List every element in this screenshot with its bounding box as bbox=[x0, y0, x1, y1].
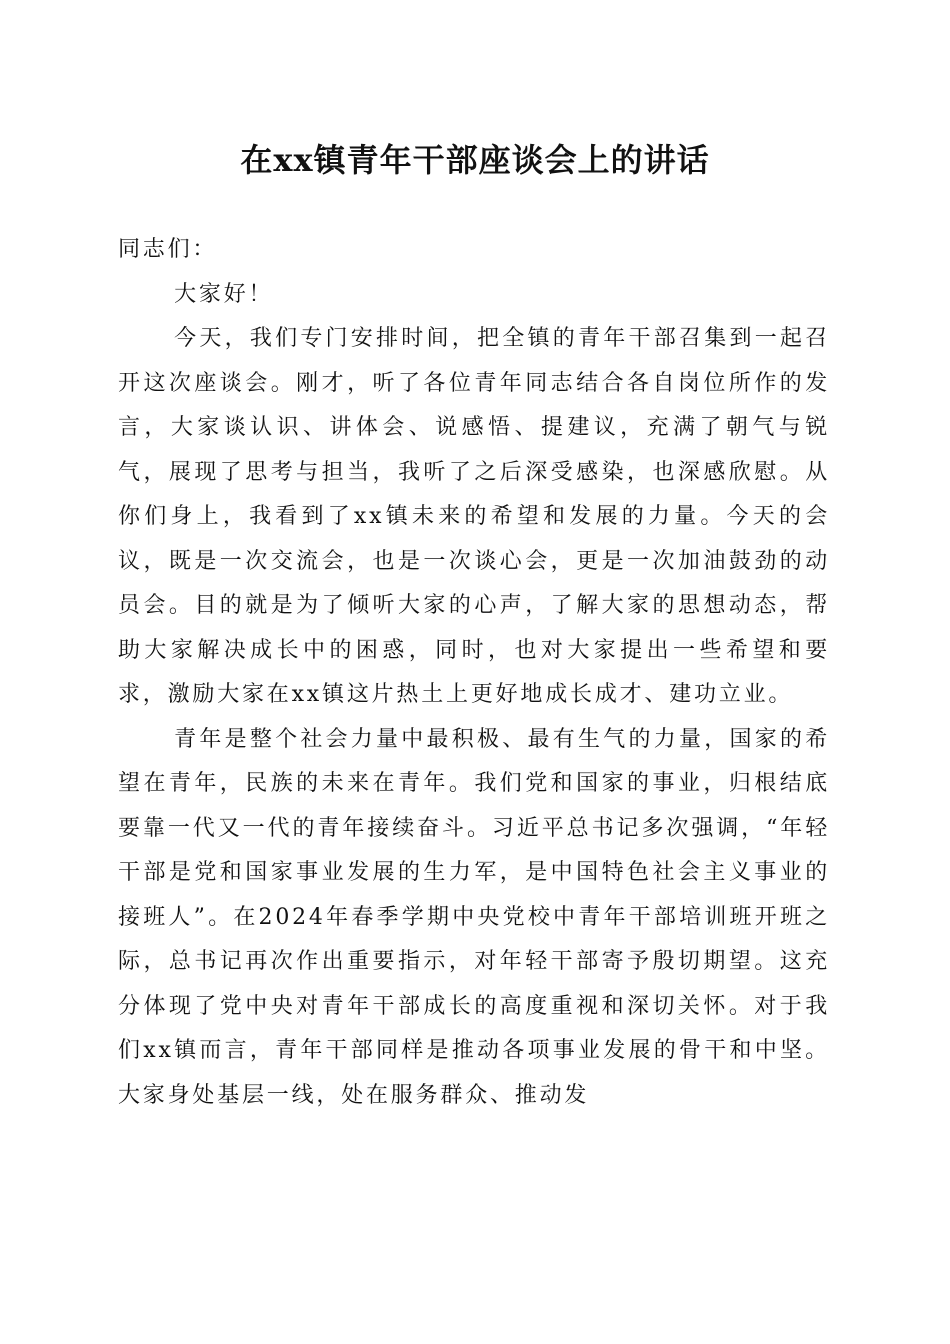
paragraph-1: 今天，我们专门安排时间，把全镇的青年干部召集到一起召开这次座谈会。刚才，听了各位青年同志结合各自岗位所作的发言，大家谈认识、讲体会、说感悟、提建议，充满了朝气与锐气，展现了思考与担当，我听了之后深受感染，也深感欣慰。从你们身上，我看到了xx镇未来的希望和发展的力量。今天的会议，既是一次交流会，也是一次谈心会，更是一次加油鼓劲的动员会。目的就是为了倾听大家的心声，了解大家的思想动态，帮助大家解决成长中的困惑，同时，也对大家提出一些希望和要求，激励大家在xx镇这片热土上更好地成长成才、建功立业。 bbox=[118, 326, 830, 707]
salutation: 同志们： bbox=[118, 237, 218, 262]
greeting: 大家好！ bbox=[174, 281, 274, 307]
document-body bbox=[118, 228, 830, 1118]
page-title: 在xx镇青年干部座谈会上的讲话 bbox=[240, 141, 710, 179]
paragraph-2: 青年是整个社会力量中最积极、最有生气的力量，国家的希望在青年，民族的未来在青年。我们党和国家的事业，归根结底要靠一代又一代的青年接续奋斗。习近平总书记多次强调，“年轻干部是党和国家事业发展的生力军，是中国特色社会主义事业的接班人”。在2024年春季学期中央党校中青年干部培训班开班之际，总书记再次作出重要指示，对年轻干部寄予殷切期望。这充分体现了党中央对青年干部成长的高度重视和深切关怀。对于我们xx镇而言，青年干部同样是推动各项事业发展的骨干和中坚。大家身处基层一线，处在服务群众、推动发 bbox=[118, 726, 830, 1108]
